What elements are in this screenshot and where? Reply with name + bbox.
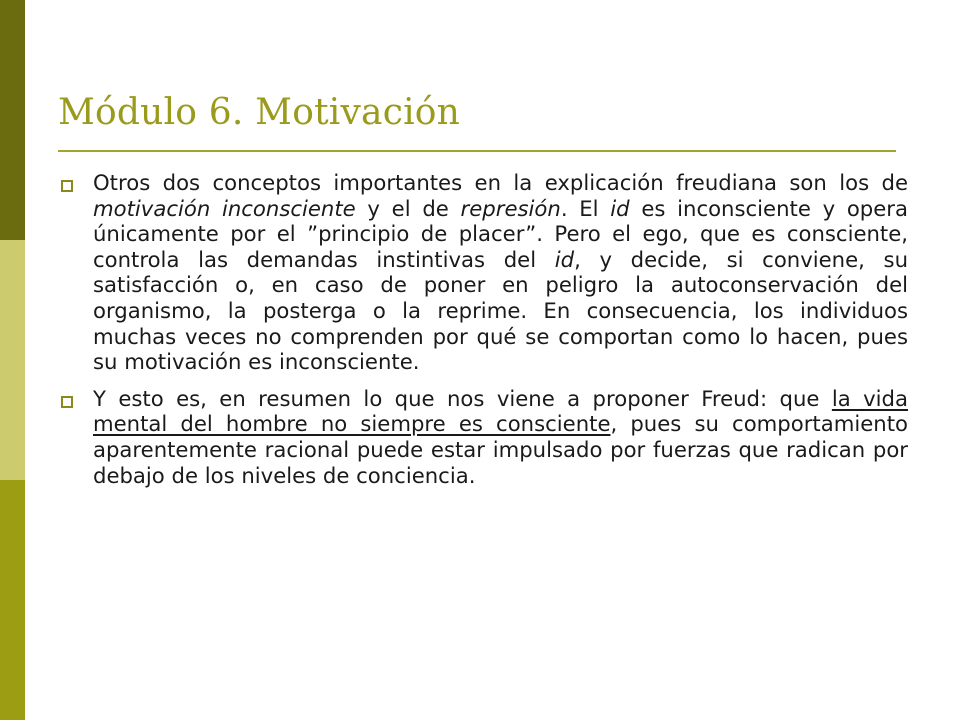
bullet-2-text: Y esto es, en resumen lo que nos viene a proponer Freud: que la vida mental del hombre no siempre es consciente, pues su comportamiento aparentemente racional puede estar impulsado por fuerzas que radican por debajo de los niveles de conciencia. (93, 385, 908, 488)
left-bar-middle (0, 240, 25, 480)
term-id: id (610, 195, 630, 221)
left-bar-bottom (0, 480, 25, 720)
bullet-item-2 (58, 386, 908, 488)
term-represion: represión (460, 195, 561, 221)
bullet-item-1 (58, 170, 908, 375)
bullet-list (58, 170, 908, 499)
left-bar-top (0, 0, 25, 240)
underlined-phrase: la vida mental del hombre no siempre es consciente (93, 385, 908, 437)
hollow-square-bullet-icon (61, 396, 73, 408)
bullet-1-text: Otros dos conceptos importantes en la explicación freudiana son los de motivación inconsciente y el de represión. El id es inconsciente y opera únicamente por el ”principio de placer”. Pero el ego, que es consciente, controla las demandas instintivas del id, y decide, si conviene, su satisfacción o, en caso de poner en peligro la autoconservación del organismo, la posterga o la reprime. En consecuencia, los individuos muchas veces no comprenden por qué se comportan como lo hacen, pues su motivación es inconsciente. (93, 170, 908, 375)
term-motivacion-inconsciente: motivación inconsciente (93, 195, 356, 221)
slide-title: Módulo 6. Motivación (58, 92, 461, 133)
title-divider (58, 150, 896, 152)
hollow-square-bullet-icon (61, 180, 73, 192)
term-id: id (554, 246, 575, 272)
